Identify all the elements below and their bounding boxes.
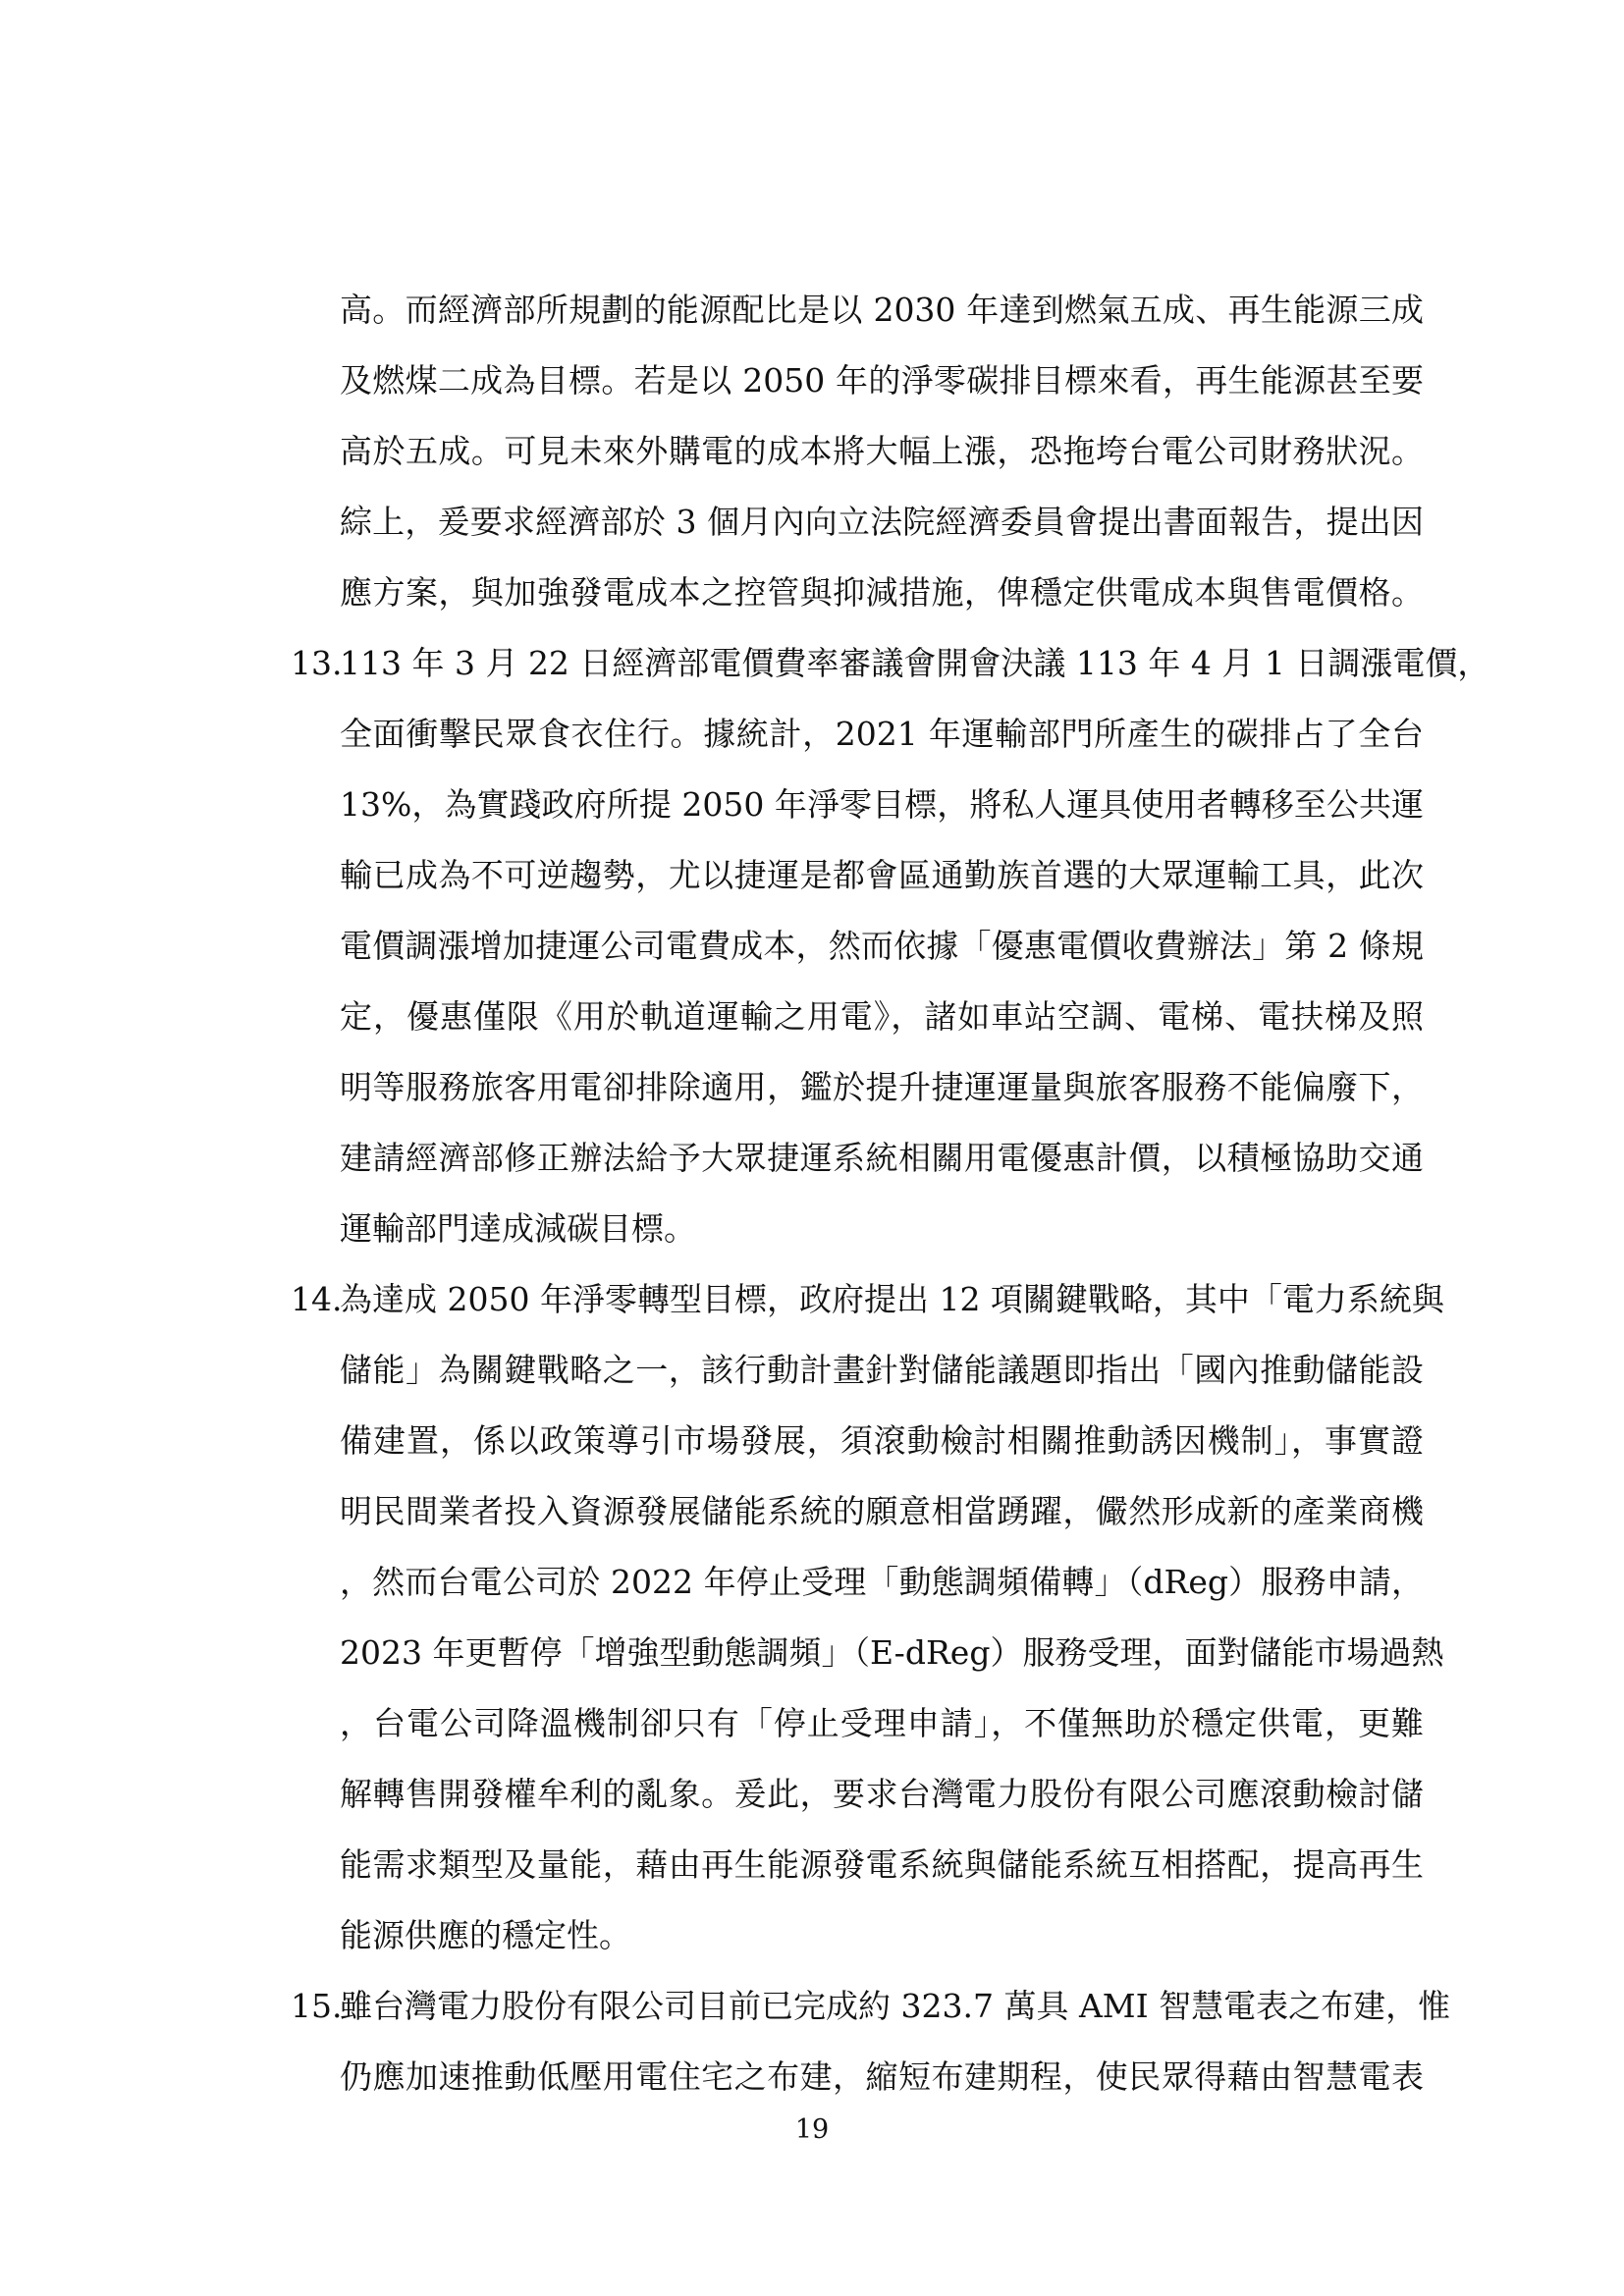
paragraph-line: 應方案，與加強發電成本之控管與抑減措施，俾穩定供電成本與售電價格。 — [340, 573, 1424, 612]
paragraph-line: 高。而經濟部所規劃的能源配比是以 2030 年達到燃氣五成、再生能源三成 — [340, 291, 1424, 329]
item-14-line: 明民間業者投入資源發展儲能系統的願意相當踴躍，儼然形成新的產業商機 — [340, 1492, 1424, 1530]
item-number: 15. — [291, 1987, 343, 2025]
item-number: 13. — [291, 644, 343, 682]
item-13-line: 定，優惠僅限《用於軌道運輸之用電》，諸如車站空調、電梯、電扶梯及照 — [340, 997, 1424, 1036]
item-15-line: 仍應加速推動低壓用電住宅之布建，縮短布建期程，使民眾得藉由智慧電表 — [340, 2057, 1424, 2096]
item-14-line: 能源供應的穩定性。 — [340, 1916, 631, 1954]
item-number: 14. — [291, 1280, 343, 1318]
item-14-line: 解轉售開發權牟利的亂象。爰此，要求台灣電力股份有限公司應滾動檢討儲 — [340, 1775, 1424, 1813]
item-13-line: 運輸部門達成減碳目標。 — [340, 1209, 696, 1248]
item-14-line: 2023 年更暫停「增強型動態調頻」（E-dReg）服務受理，面對儲能市場過熱 — [340, 1633, 1444, 1672]
paragraph-line: 綜上，爰要求經濟部於 3 個月內向立法院經濟委員會提出書面報告，提出因 — [340, 503, 1424, 541]
item-13-line: 113 年 3 月 22 日經濟部電價費率審議會開會決議 113 年 4 月 1 日調漲電價， — [340, 644, 1490, 682]
item-13-line: 13%，為實踐政府所提 2050 年淨零目標，將私人運具使用者轉移至公共運 — [340, 785, 1424, 824]
item-14-line: 為達成 2050 年淨零轉型目標，政府提出 12 項關鍵戰略，其中「電力系統與 — [340, 1280, 1444, 1318]
item-13-line: 明等服務旅客用電卻排除適用，鑑於提升捷運運量與旅客服務不能偏廢下， — [340, 1068, 1424, 1106]
item-15-line: 雖台灣電力股份有限公司目前已完成約 323.7 萬具 AMI 智慧電表之布建，惟 — [340, 1987, 1451, 2025]
item-13-line: 全面衝擊民眾食衣住行。據統計，2021 年運輸部門所產生的碳排占了全台 — [340, 715, 1424, 753]
item-14-line: 備建置，係以政策導引市場發展，須滾動檢討相關推動誘因機制」，事實證 — [340, 1421, 1424, 1460]
item-13-line: 輸已成為不可逆趨勢，尤以捷運是都會區通勤族首選的大眾運輸工具，此次 — [340, 856, 1424, 894]
item-14-line: 能需求類型及量能，藉由再生能源發電系統與儲能系統互相搭配，提高再生 — [340, 1845, 1424, 1884]
item-13-line: 建請經濟部修正辦法給予大眾捷運系統相關用電優惠計價，以積極協助交通 — [340, 1139, 1424, 1177]
item-14-line: ，台電公司降溫機制卻只有「停止受理申請」，不僅無助於穩定供電，更難 — [340, 1704, 1424, 1742]
paragraph-line: 高於五成。可見未來外購電的成本將大幅上漲，恐拖垮台電公司財務狀況。 — [340, 432, 1424, 470]
page-number: 19 — [794, 2114, 830, 2145]
paragraph-line: 及燃煤二成為目標。若是以 2050 年的淨零碳排目標來看，再生能源甚至要 — [340, 361, 1424, 400]
item-14-line: ，然而台電公司於 2022 年停止受理「動態調頻備轉」（dReg）服務申請， — [340, 1563, 1424, 1601]
item-14-line: 儲能」為關鍵戰略之一，該行動計畫針對儲能議題即指出「國內推動儲能設 — [340, 1351, 1424, 1389]
item-13-line: 電價調漲增加捷運公司電費成本，然而依據「優惠電價收費辦法」第 2 條規 — [340, 927, 1424, 965]
